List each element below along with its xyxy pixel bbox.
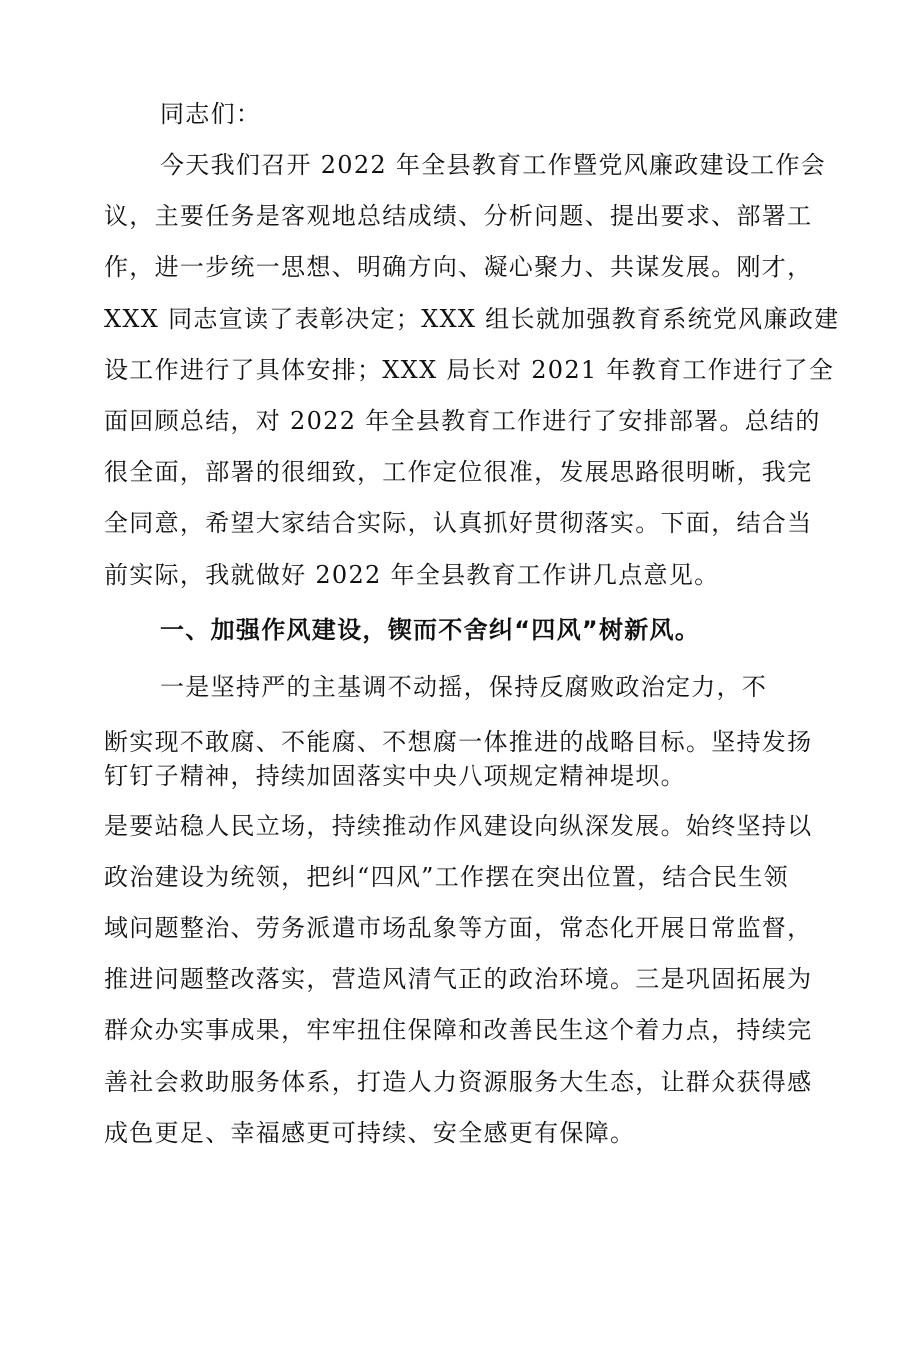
paragraph-line: 设工作进行了具体安排；XXX 局长对 2021 年教育工作进行了全 (104, 356, 835, 384)
paragraph-line: 域问题整治、劳务派遣市场乱象等方面，常态化开展日常监督， (104, 914, 813, 942)
paragraph-line: 善社会救助服务体系，打造人力资源服务大生态，让群众获得感 (104, 1068, 813, 1096)
paragraph-line: 是要站稳人民立场，持续推动作风建设向纵深发展。始终坚持以 (104, 812, 813, 840)
paragraph-line: XXX 同志宣读了表彰决定；XXX 组长就加强教育系统党风廉政建 (104, 305, 840, 333)
paragraph-line: 群众办实事成果，牢牢扭住保障和改善民生这个着力点，持续完 (104, 1016, 813, 1044)
section-heading: 一、加强作风建设，锲而不舍纠“四风”树新风。 (160, 616, 701, 644)
paragraph-line: 全同意，希望大家结合实际，认真抓好贯彻落实。下面，结合当 (104, 509, 813, 537)
paragraph-line: 前实际，我就做好 2022 年全县教育工作讲几点意见。 (104, 561, 720, 589)
paragraph-line: 议，主要任务是客观地总结成绩、分析问题、提出要求、部署工 (104, 202, 813, 230)
paragraph-line: 成色更足、幸福感更可持续、安全感更有保障。 (104, 1119, 636, 1147)
paragraph-line: 推进问题整改落实，营造风清气正的政治环境。三是巩固拓展为 (104, 965, 813, 993)
paragraph-line: 很全面，部署的很细致，工作定位很准，发展思路很明晰，我完 (104, 458, 813, 486)
paragraph-line: 钉钉子精神，持续加固落实中央八项规定精神堤坝。 (104, 762, 686, 790)
paragraph-line: 今天我们召开 2022 年全县教育工作暨党风廉政建设工作会 (160, 151, 827, 179)
paragraph-line: 面回顾总结，对 2022 年全县教育工作进行了安排部署。总结的 (104, 407, 821, 435)
salutation: 同志们： (160, 100, 262, 128)
paragraph-line: 一是坚持严的主基调不动摇，保持反腐败政治定力，不 (160, 673, 768, 701)
paragraph-line: 政治建设为统领，把纠“四风”工作摆在突出位置，结合民生领 (104, 863, 789, 891)
paragraph-line: 作，进一步统一思想、明确方向、凝心聚力、共谋发展。刚才， (104, 253, 813, 281)
paragraph-line: 断实现不敢腐、不能腐、不想腐一体推进的战略目标。坚持发扬 (104, 728, 813, 756)
